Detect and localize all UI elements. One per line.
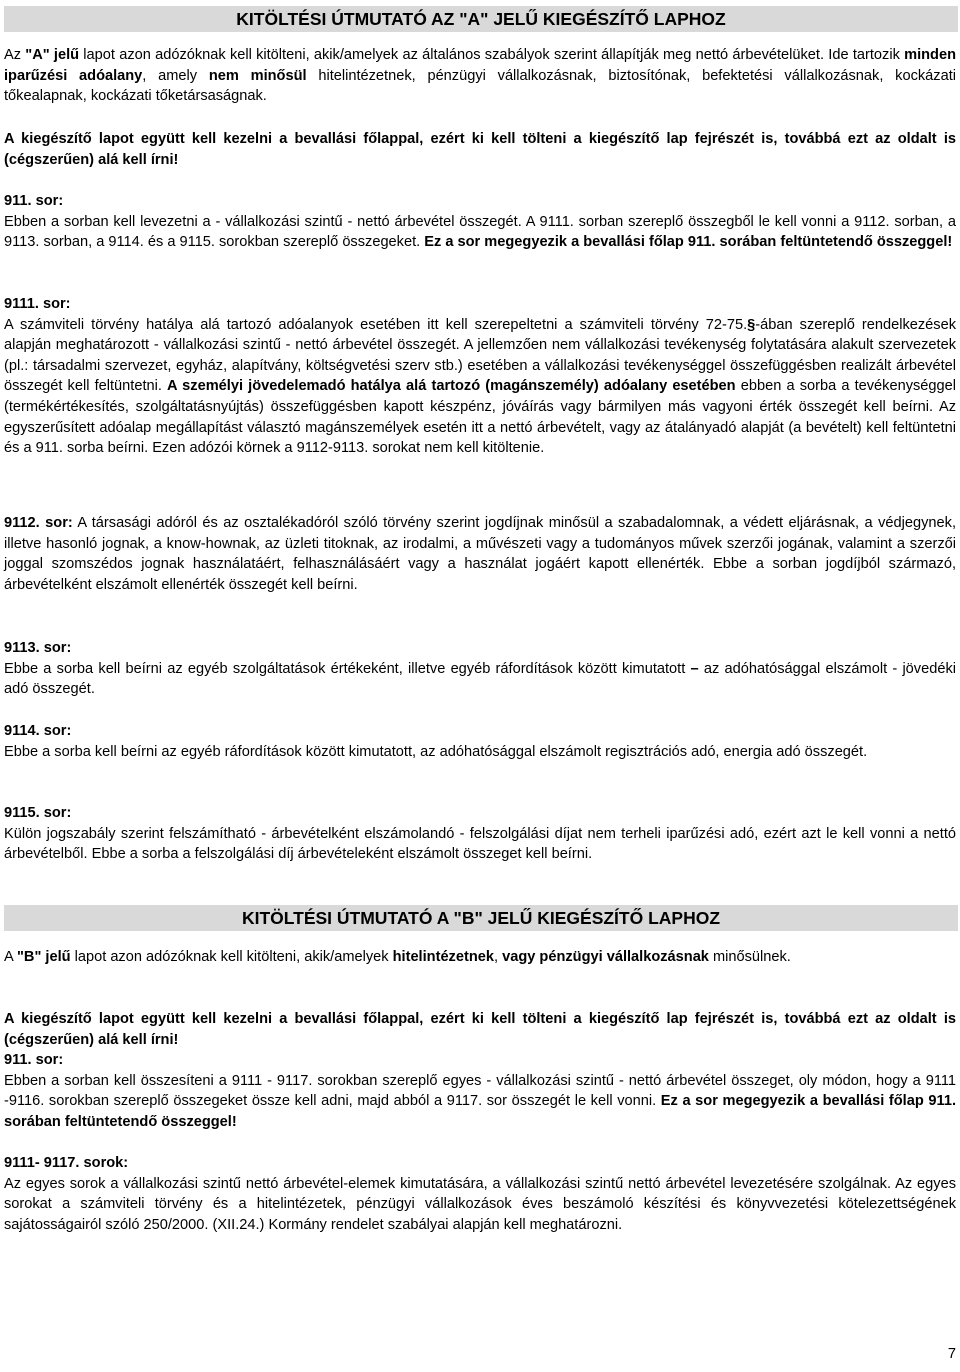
section-a-row-9113: 9113. sor: Ebbe a sorba kell beírni az egyéb szolgáltatások értékeként, illetve egyéb ráfordítások között kimutatott – az adóhatósággal elszámolt - jövedéki adó összegét. xyxy=(4,640,956,698)
section-a-row-9111: 9111. sor: A számviteli törvény hatálya alá tartozó adóalanyok esetében itt kell szerepeltetni a számviteli törvény 72-75.§-ában szereplő rendelkezések alapján meghatározott - vállalkozási szintű - nettó árbevétel összegét. A jellemzően nem vállalkozási tevékenység folytatására alakult szervezetek (pl.: társadalmi szervezet, egyház, alapítvány, költségvetési szerv stb.) esetében a vállalkozási tevékenységgel összefüggésben realizált árbevétel összegét kell feltüntetni. A személyi jövedelemadó hatálya alá tartozó (magánszemély) adóalany esetében ebben a sorba a tevékenységgel (termékértékesítés, szolgáltatásnyújtás) összefüggésben kapott készpénz, jóváírás vagy bármilyen más vagyoni érték összegét kell beírni. Az egyszerűsített adóalap megállapítást választó magánszemélyek esetén itt a nettó árbevételt, vagy az átalányadó alapját (a bevételt) kell feltüntetni és a 911. sorba beírni. Ezen adózói körnek a 9112-9113. sorokat nem kell kitöltenie. xyxy=(4,296,957,457)
section-b-notice: A kiegészítő lapot együtt kell kezelni a bevallási főlappal, ezért ki kell tölteni a kiegészítő lap fejrészét is, továbbá ezt az oldalt is (cégszerűen) alá kell írni! xyxy=(4,1011,956,1048)
section-a-heading: KITÖLTÉSI ÚTMUTATÓ AZ "A" JELŰ KIEGÉSZÍTŐ LAPHOZ xyxy=(4,6,958,32)
section-b-heading: KITÖLTÉSI ÚTMUTATÓ A "B" JELŰ KIEGÉSZÍTŐ LAPHOZ xyxy=(4,905,958,931)
section-b-rows-9111-9117: 9111- 9117. sorok: Az egyes sorok a vállalkozási szintű nettó árbevétel-elemek kimutatására, a vállalkozási szintű nettó árbevétel levezetésére szolgálnak. Az egyes sorokat a számviteli törvény és a hitelintézetek, pénzügyi vállalkozások éves beszámoló készítési és könyvvezetési kötelezettségének sajátosságairól szóló 250/2000. (XII.24.) Kormány rendelet szabályai alapján kell meghatározni. xyxy=(4,1155,956,1233)
section-a-row-9115: 9115. sor: Külön jogszabály szerint felszámítható - árbevételként elszámolandó - felszolgálási díjat nem terheli iparűzési adó, ezért azt le kell vonni a nettó árbevételből. Ebbe a sorba a felszolgálási díj árbevételeként elszámolt összeget kell beírni. xyxy=(4,805,956,863)
section-a-row-911: 911. sor: Ebben a sorban kell levezetni a - vállalkozási szintű - nettó árbevétel összegét. A 9111. sorban szereplő összegből le kell vonni a 9112. sorban, a 9113. sorban, a 9114. és a 9115. sorokban szereplő összegeket. Ez a sor megegyezik a bevallási főlap 911. sorában feltüntetendő összeggel! xyxy=(4,193,956,251)
page-number: 7 xyxy=(947,1346,956,1362)
section-b-row-911: 911. sor: Ebben a sorban kell összesíteni a 9111 - 9117. sorokban szereplő egyes - vállalkozási szintű - nettó árbevétel összeget, oly módon, hogy a 9111 -9116. sorokban szereplő összegeket össze kell adni, majd abból a 9117. sor összegét le kell vonni. Ez a sor megegyezik a bevallási főlap 911. sorában feltüntetendő összeggel! xyxy=(4,1052,956,1130)
section-a-row-9112: 9112. sor: A társasági adóról és az osztalékadóról szóló törvény szerint jogdíjnak minősül a szabadalomnak, a védett eljárásnak, a védjegynek, illetve hasonló jognak, a know-hownak, az üzleti titoknak, az irodalmi, a művészeti vagy a tudományos művek szerzői jogának, valamint a szerzői joggal szomszédos jognak használatáért, felhasználásáért vagy a használat jogáért kapott ellenérték. Ebbe a sorban jogdíjból származó, árbevételként elszámolt ellenérték összegét kell beírni. xyxy=(4,515,956,593)
section-b-intro: A "B" jelű lapot azon adózóknak kell kitölteni, akik/amelyek hitelintézetnek, vagy pénzügyi vállalkozásnak minősülnek. xyxy=(4,949,791,965)
section-a-row-9114: 9114. sor: Ebbe a sorba kell beírni az egyéb ráfordítások között kimutatott, az adóhatósággal elszámolt regisztrációs adó, energia adó összegét. xyxy=(4,723,868,760)
section-a-intro: Az "A" jelű lapot azon adózóknak kell kitölteni, akik/amelyek az általános szabályok szerint állapítják meg nettó árbevételüket. Ide tartozik minden iparűzési adóalany, amely nem minősül hitelintézetnek, pénzügyi vállalkozásnak, biztosítónak, befektetési vállalkozásnak, kockázati tőkealapnak, kockázati tőketársaságnak. xyxy=(4,47,956,105)
section-a-notice: A kiegészítő lapot együtt kell kezelni a bevallási főlappal, ezért ki kell tölteni a kiegészítő lap fejrészét is, továbbá ezt az oldalt is (cégszerűen) alá kell írni! xyxy=(4,131,956,168)
